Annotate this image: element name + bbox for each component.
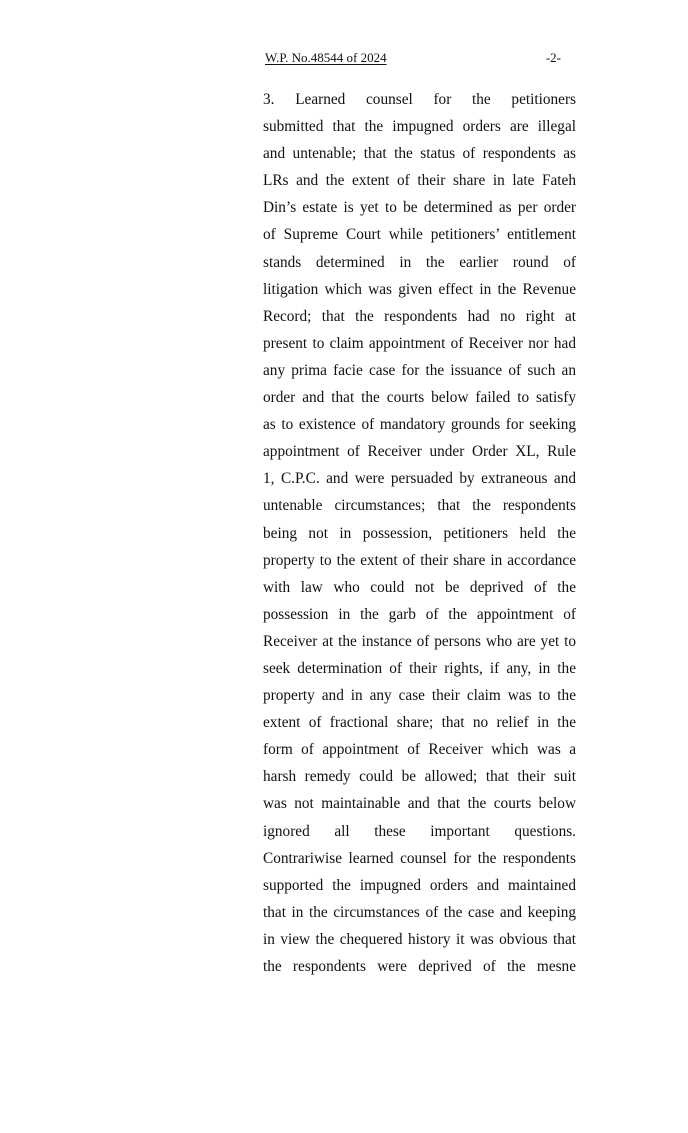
text-line: the respondents were deprived of the mesne — [263, 958, 576, 975]
text-line: property to the extent of their share in accordance — [263, 551, 576, 569]
text-line: extent of fractional share; that no relief in the — [263, 714, 576, 732]
text-line: appointment of Receiver under Order XL, Rule — [263, 443, 576, 461]
text-line: any prima facie case for the issuance of such an — [263, 361, 576, 379]
text-line: ignored all these important questions. — [263, 822, 576, 840]
text-line: and untenable; that the status of respondents as — [263, 145, 576, 163]
text-line: submitted that the impugned orders are illegal — [263, 118, 576, 136]
page-header — [265, 50, 561, 70]
text-line: 1, C.P.C. and were persuaded by extraneous and — [263, 470, 576, 488]
text-line: 3. Learned counsel for the petitioners — [263, 91, 576, 108]
text-line: of Supreme Court while petitioners’ entitlement — [263, 226, 576, 244]
text-line: Receiver at the instance of persons who are yet to — [263, 632, 576, 650]
text-line: harsh remedy could be allowed; that their suit — [263, 768, 576, 786]
text-line: that in the circumstances of the case and keeping — [263, 903, 576, 921]
text-line: Contrariwise learned counsel for the respondents — [263, 849, 576, 867]
text-line: supported the impugned orders and maintained — [263, 876, 576, 894]
text-line: seek determination of their rights, if any, in the — [263, 659, 576, 677]
text-line: form of appointment of Receiver which was a — [263, 741, 576, 759]
text-line: Din’s estate is yet to be determined as per order — [263, 199, 576, 217]
text-line: present to claim appointment of Receiver nor had — [263, 334, 576, 352]
text-line: as to existence of mandatory grounds for seeking — [263, 416, 576, 434]
text-line: order and that the courts below failed to satisfy — [263, 389, 576, 407]
paragraph-3 — [263, 86, 576, 980]
text-line: untenable circumstances; that the respondents — [263, 497, 576, 515]
text-line: stands determined in the earlier round of — [263, 253, 576, 271]
text-line: litigation which was given effect in the Revenue — [263, 280, 576, 298]
text-line: possession in the garb of the appointment of — [263, 605, 576, 623]
text-line: was not maintainable and that the courts below — [263, 795, 576, 813]
text-line: property and in any case their claim was to the — [263, 687, 576, 705]
text-line: with law who could not be deprived of the — [263, 578, 576, 596]
text-line: LRs and the extent of their share in late Fateh — [263, 172, 576, 190]
text-line: in view the chequered history it was obvious that — [263, 930, 576, 948]
page-number: -2- — [545, 50, 561, 65]
text-line: being not in possession, petitioners held the — [263, 524, 576, 542]
text-line: Record; that the respondents had no right at — [263, 307, 576, 325]
case-number: W.P. No.48544 of 2024 — [265, 50, 387, 65]
